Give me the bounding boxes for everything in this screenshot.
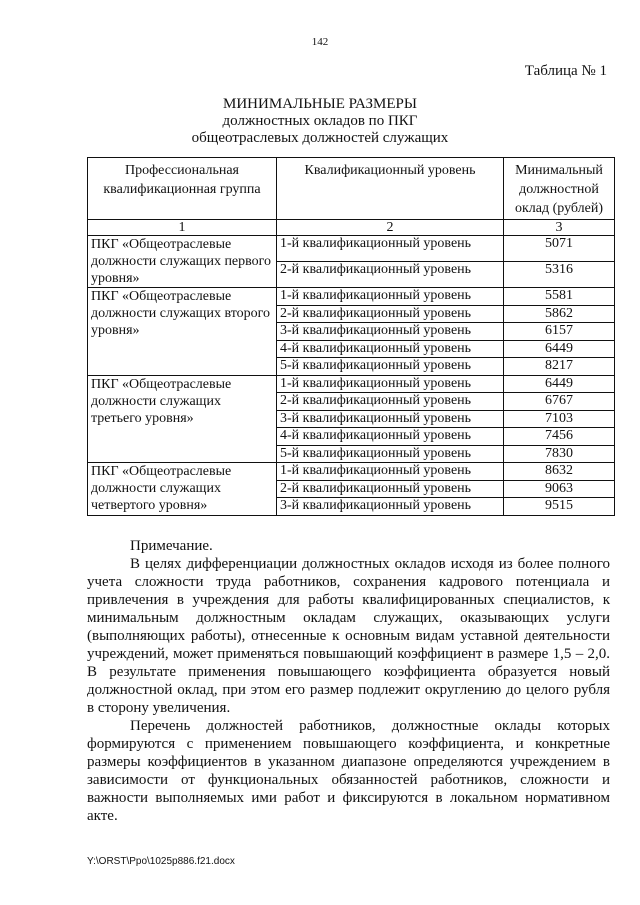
level-cell: 3-й квалификационный уровень xyxy=(277,498,504,516)
table-row xyxy=(88,236,615,262)
level-cell: 2-й квалификационный уровень xyxy=(277,393,504,411)
salary-cell: 9515 xyxy=(504,498,615,516)
level-cell: 2-й квалификационный уровень xyxy=(277,480,504,498)
salary-cell: 9063 xyxy=(504,480,615,498)
salary-cell: 7830 xyxy=(504,445,615,463)
note-paragraph-1: В целях дифференциации должностных окладов исходя из более полного учета сложности труда работников, сохранения кадрового потенциала и привлечения в учреждения для работы квалифицированных специалистов, к минимальным должностным окладам служащих, оказывающих услуги (выполняющих работы), отнесенные к основным видам уставной деятельности учреждений, может применяться повышающий коэффициент в размере 1,5 – 2,0. В результате применения повышающего коэффициента образуется новый должностной оклад, при этом его размер подлежит округлению до целого рубля в сторону увеличения. xyxy=(87,556,610,716)
column-number-2: 2 xyxy=(277,220,504,236)
salary-cell: 6767 xyxy=(504,393,615,411)
table-row xyxy=(88,288,615,306)
level-cell: 4-й квалификационный уровень xyxy=(277,340,504,358)
footer-file-path: Y:\ORST\Ppo\1025p886.f21.docx xyxy=(87,856,235,867)
salary-cell: 5071 xyxy=(504,236,615,262)
level-cell: 4-й квалификационный уровень xyxy=(277,428,504,446)
level-cell: 3-й квалификационный уровень xyxy=(277,410,504,428)
table-row xyxy=(88,375,615,393)
salary-cell: 7103 xyxy=(504,410,615,428)
salary-cell: 6449 xyxy=(504,340,615,358)
page-number: 142 xyxy=(311,36,329,48)
table-title xyxy=(0,96,640,147)
salary-cell: 6449 xyxy=(504,375,615,393)
level-cell: 1-й квалификационный уровень xyxy=(277,375,504,393)
title-line-3: общеотраслевых должностей служащих xyxy=(191,130,449,146)
column-number-row xyxy=(88,220,615,236)
level-cell: 2-й квалификационный уровень xyxy=(277,305,504,323)
group-name-cell: ПКГ «Общеотраслевые должности служащих второго уровня» xyxy=(88,288,277,376)
level-cell: 5-й квалификационный уровень xyxy=(277,445,504,463)
title-line-1: МИНИМАЛЬНЫЕ РАЗМЕРЫ xyxy=(223,96,417,112)
note-paragraph-2: Перечень должностей работников, должностные оклады которых формируются с применением повышающего коэффициента, и конкретные размеры коэффициентов в указанном диапазоне определяются учреждением в зависимости от функциональных обязанностей работников, сложности и важности выполняемых ими работ и фиксируются в локальном нормативном акте. xyxy=(87,718,610,824)
salary-cell: 6157 xyxy=(504,323,615,341)
salary-cell: 8632 xyxy=(504,463,615,481)
header-group: Профессиональная квалификационная группа xyxy=(88,158,277,220)
level-cell: 5-й квалификационный уровень xyxy=(277,358,504,376)
header-row xyxy=(88,158,615,220)
level-cell: 1-й квалификационный уровень xyxy=(277,463,504,481)
column-number-1: 1 xyxy=(88,220,277,236)
level-cell: 1-й квалификационный уровень xyxy=(277,236,504,262)
note-title: Примечание. xyxy=(130,538,213,554)
table-row xyxy=(88,463,615,481)
column-number-3: 3 xyxy=(504,220,615,236)
level-cell: 3-й квалификационный уровень xyxy=(277,323,504,341)
level-cell: 1-й квалификационный уровень xyxy=(277,288,504,306)
salary-cell: 5316 xyxy=(504,262,615,288)
salary-cell: 8217 xyxy=(504,358,615,376)
title-line-2: должностных окладов по ПКГ xyxy=(222,113,418,129)
salary-cell: 7456 xyxy=(504,428,615,446)
salary-cell: 5581 xyxy=(504,288,615,306)
table-label: Таблица № 1 xyxy=(524,63,607,79)
level-cell: 2-й квалификационный уровень xyxy=(277,262,504,288)
group-name-cell: ПКГ «Общеотраслевые должности служащих третьего уровня» xyxy=(88,375,277,463)
salary-cell: 5862 xyxy=(504,305,615,323)
salary-table xyxy=(87,157,615,516)
header-salary: Минимальный должностной оклад (рублей) xyxy=(504,158,615,220)
group-name-cell: ПКГ «Общеотраслевые должности служащих первого уровня» xyxy=(88,236,277,288)
header-level: Квалификационный уровень xyxy=(277,158,504,220)
note-section xyxy=(87,537,610,825)
group-name-cell: ПКГ «Общеотраслевые должности служащих четвертого уровня» xyxy=(88,463,277,516)
